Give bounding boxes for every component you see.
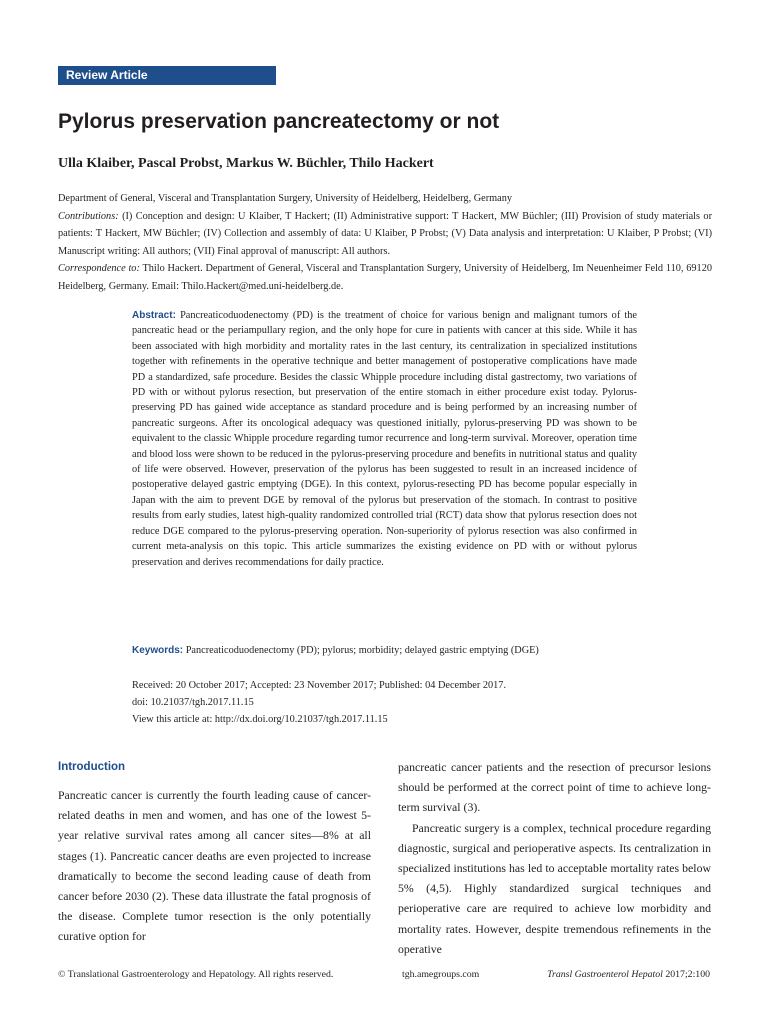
footer-website[interactable]: tgh.amegroups.com [402,969,480,980]
contributions [58,208,712,261]
doi: doi: 10.21037/tgh.2017.11.15 [132,697,254,708]
footer-copyright: © Translational Gastroenterology and Hepatology. All rights reserved. [58,969,334,980]
author-list: Ulla Klaiber, Pascal Probst, Markus W. Büchler, Thilo Hackert [58,156,434,171]
keywords-label: Keywords: [132,645,184,656]
publication-dates: Received: 20 October 2017; Accepted: 23 November 2017; Published: 04 December 2017. [132,680,507,691]
body-column-left [58,785,371,947]
body-column-right [398,757,711,959]
abstract [132,308,637,570]
footer-volume: 2017;2:100 [665,969,710,980]
footer-journal: Transl Gastroenterol Hepatol [547,969,663,980]
contributions-label: Contributions: [58,210,119,222]
article-type-badge: Review Article [58,66,276,85]
keywords-text: Pancreaticoduodenectomy (PD); pylorus; morbidity; delayed gastric emptying (DGE) [185,645,539,656]
publication-info [132,677,637,728]
footer-citation [547,967,710,983]
intro-paragraph-1: Pancreatic cancer is currently the fourth leading cause of cancer-related deaths in men and women, and has one of the lowest 5-year relative survival rates among all cancer sites—8% at all stages (1). Pancreatic cancer deaths are even projected to increase dramatically to become the second leading cause of death from cancer before 2030 (2). These data illustrate the fatal prognosis of the disease. Complete tumor resection is the only potentially curative option for [58,788,371,944]
affiliation-block [58,190,712,295]
article-title: Pylorus preservation pancreatectomy or not [58,110,500,133]
correspondence [58,260,712,295]
abstract-label: Abstract: [132,310,176,321]
intro-paragraph-2: Pancreatic surgery is a complex, technical procedure regarding diagnostic, surgical and perioperative aspects. Its centralization in specialized institutions has led to acceptable mortality rates below 5% (4,5). Highly standardized surgical techniques and perioperative care are required to achieve low morbidity and mortality rates. However, despite tremendous refinements in the operative [398,820,711,956]
affiliation: Department of General, Visceral and Transplantation Surgery, University of Heidelberg, Heidelberg, Germany [58,193,513,204]
correspondence-text: Thilo Hackert. Department of General, Visceral and Transplantation Surgery, University of Heidelberg, Im Neuenheimer Feld 110, 69120 Heidelberg, Germany. Email: Thilo.Hackert@med.uni-heidelberg.de. [58,263,712,292]
contributions-text: (I) Conception and design: U Klaiber, T Hackert; (II) Administrative support: T Hackert, MW Büchler; (III) Provision of study materials or patients: T Hackert, MW Büchler; (IV) Collection and assembly of data: U Klaiber, P Probst; (V) Data analysis and interpretation: U Klaiber, P Probst; (VI) Manuscript writing: All authors; (VII) Final approval of manuscript: All authors. [58,210,712,257]
article-link[interactable]: View this article at: http://dx.doi.org/10.21037/tgh.2017.11.15 [132,714,388,725]
introduction-heading: Introduction [58,761,126,773]
page-footer [58,967,710,983]
keywords [132,643,637,658]
correspondence-label: Correspondence to: [58,263,140,274]
abstract-text: Pancreaticoduodenectomy (PD) is the treatment of choice for various benign and malignant tumors of the pancreatic head or the periampullary region, and the only hope for cure in patients with cancer at this side. While it has been associated with high morbidity and mortality rates in the last century, its centralization in specialized institutions together with refinements in the operative technique and better management of postoperative complications have made PD a standardized, safe procedure. Besides the classic Whipple procedure including distal gastrectomy, two variations of PD with or without pylorus resection, but preservation of the entire stomach in either procedure exist today. Pylorus-preserving PD has gained wide acceptance as standard procedure and is being performed by an increasing number of pancreatic surgeons. After its oncological adequacy was questioned initially, pylorus-preserving PD was shown to be equivalent to the classic Whipple procedure regarding tumor recurrence and long-term survival. Moreover, operation time and blood loss were shown to be reduced in the pylorus-preserving procedure and benefits in nutritional status and quality of life were observed. However, preservation of the pylorus has been suggested to result in an increased incidence of postoperative delayed gastric emptying (DGE). In this context, pylorus-resecting PD has become popular especially in Japan with the aim to prevent DGE by removal of the pylorus but preservation of the stomach. In contrast to positive results from early studies, latest high-quality randomized controlled trial (RCT) data show that pylorus resection does not reduce DGE compared to the pylorus-preserving operation. Non-superiority of pylorus resection was also confirmed in current meta-analysis on this topic. This article summarizes the existing evidence on PD with or without pylorus preservation and derives recommendations for daily practice. [132,310,637,568]
intro-paragraph-1-continued: pancreatic cancer patients and the resection of precursor lesions should be performed at the correct point of time to achieve long-term survival (3). [398,760,711,815]
